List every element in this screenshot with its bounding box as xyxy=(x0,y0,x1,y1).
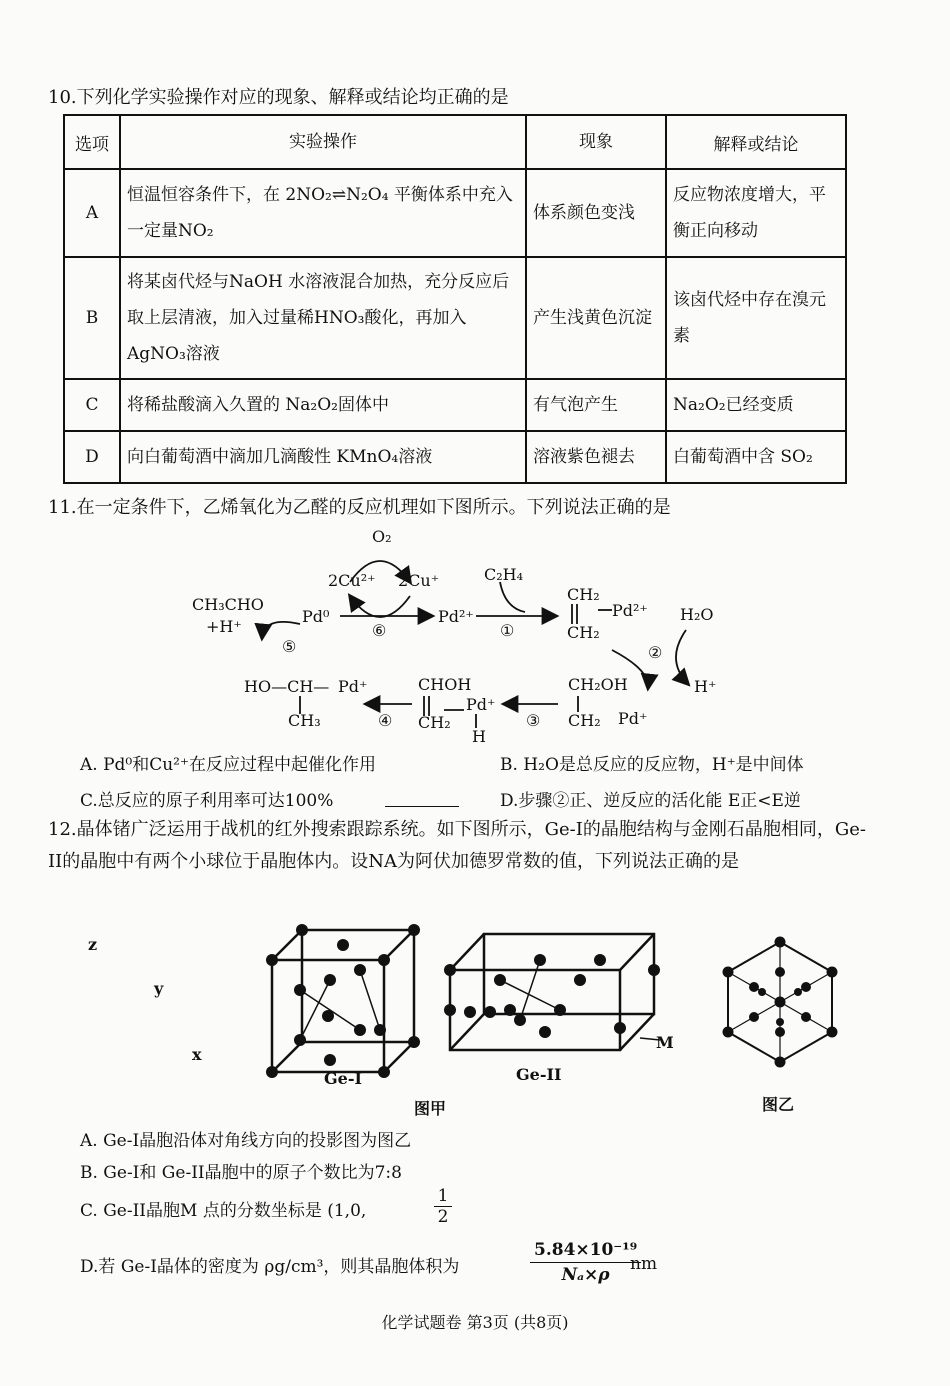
complex1-pd: Pd²⁺ xyxy=(612,601,648,620)
volume-numerator: 5.84×10⁻¹⁹ xyxy=(530,1238,641,1263)
q12-stem: 12.晶体锗广泛运用于战机的红外搜索跟踪系统。如下图所示，Ge-I的晶胞结构与金刚石晶胞相同，Ge-II的晶胞中有两个小球位于晶胞体内。设NA为阿伏加德罗常数的值，下列说法正确的是 xyxy=(48,819,866,872)
row-conclusion: Na₂O₂已经变质 xyxy=(666,379,846,431)
ch3cho-label: CH₃CHO xyxy=(192,595,264,614)
volume-fraction xyxy=(530,1238,641,1287)
row-conclusion: 该卤代烃中存在溴元素 xyxy=(666,257,846,379)
step-3: ③ xyxy=(526,711,541,730)
row-conclusion: 反应物浓度增大，平衡正向移动 xyxy=(666,169,846,257)
ge1-label: Ge-I xyxy=(324,1069,362,1088)
step-6: ⑥ xyxy=(372,621,387,640)
q12-option-b: B. Ge-I和 Ge-II晶胞中的原子个数比为7:8 xyxy=(80,1163,402,1183)
pdplus-3-label: Pd⁺ xyxy=(618,709,648,728)
pd2-label: Pd²⁺ xyxy=(438,607,474,626)
row-operation: 将稀盐酸滴入久置的 Na₂O₂固体中 xyxy=(120,379,526,431)
q11-option-b: B. H₂O是总反应的反应物，H⁺是中间体 xyxy=(500,755,804,775)
complex1-bottom: CH₂ xyxy=(567,623,600,642)
complex1-top: CH₂ xyxy=(567,585,600,604)
hplus-product-label: +H⁺ xyxy=(206,617,242,636)
figure-b-caption: 图乙 xyxy=(762,1095,795,1114)
table-row xyxy=(64,169,846,257)
volume-unit: nm xyxy=(630,1254,658,1274)
q10-stem: 10.下列化学实验操作对应的现象、解释或结论均正确的是 xyxy=(48,87,509,108)
row-operation: 恒温恒容条件下，在 2NO₂⇌N₂O₄ 平衡体系中充入一定量NO₂ xyxy=(120,169,526,257)
c2h4-label: C₂H₄ xyxy=(484,565,524,584)
row-phenomenon: 产生浅黄色沉淀 xyxy=(526,257,666,379)
step-5: ⑤ xyxy=(282,637,297,656)
header-phenomenon: 现象 xyxy=(526,115,666,169)
ge2-unit-cell xyxy=(450,934,660,1050)
ge1-unit-cell xyxy=(272,930,414,1072)
figure-a-caption: 图甲 xyxy=(414,1099,447,1118)
row-conclusion: 白葡萄酒中含 SO₂ xyxy=(666,431,846,483)
q10-table xyxy=(63,114,847,484)
table-row xyxy=(64,379,846,431)
m-point-label: M xyxy=(656,1033,674,1052)
cu2-label: 2Cu²⁺ xyxy=(328,571,376,590)
cu1-label: 2Cu⁺ xyxy=(398,571,440,590)
pd0-label: Pd⁰ xyxy=(302,607,330,626)
crystal-structure-figures xyxy=(0,920,950,1120)
q11-option-a: A. Pd⁰和Cu²⁺在反应过程中起催化作用 xyxy=(80,755,376,775)
o2-label: O₂ xyxy=(372,527,392,546)
reaction-mechanism-diagram xyxy=(0,520,950,750)
ch3-label: CH₃ xyxy=(288,711,321,730)
header-option: 选项 xyxy=(64,115,120,169)
underline-mark xyxy=(385,806,459,807)
q12-option-a: A. Ge-I晶胞沿体对角线方向的投影图为图乙 xyxy=(80,1131,412,1151)
row-phenomenon: 溶液紫色褪去 xyxy=(526,431,666,483)
header-operation: 实验操作 xyxy=(120,115,526,169)
ch2oh-label: CH₂OH xyxy=(568,675,628,694)
hplus-out-label: H⁺ xyxy=(694,677,717,696)
pdplus-5-label: Pd⁺ xyxy=(338,677,368,696)
row-option: C xyxy=(64,379,120,431)
row-option: A xyxy=(64,169,120,257)
axis-y-label: y xyxy=(154,979,164,998)
fraction-half xyxy=(434,1186,452,1227)
q11-option-c: C.总反应的原子利用率可达100% xyxy=(80,791,334,811)
row-operation: 向白葡萄酒中滴加几滴酸性 KMnO₄溶液 xyxy=(120,431,526,483)
row-phenomenon: 体系颜色变浅 xyxy=(526,169,666,257)
pdplus-4-label: Pd⁺ xyxy=(466,695,496,714)
volume-denominator: Nₐ×ρ xyxy=(561,1265,610,1285)
ch2-pd-label: CH₂ xyxy=(568,711,601,730)
h-label: H xyxy=(472,727,486,746)
q11-option-d: D.步骤②正、逆反应的活化能 E正<E逆 xyxy=(500,791,801,811)
header-conclusion: 解释或结论 xyxy=(666,115,846,169)
q12-option-d: D.若 Ge-I晶体的密度为 ρg/cm³，则其晶胞体积为 xyxy=(80,1257,460,1277)
q12-option-c: C. Ge-II晶胞M 点的分数坐标是 (1,0, xyxy=(80,1201,367,1221)
step-4: ④ xyxy=(378,711,393,730)
row-phenomenon: 有气泡产生 xyxy=(526,379,666,431)
row-operation: 将某卤代烃与NaOH 水溶液混合加热，充分反应后取上层清液，加入过量稀HNO₃酸化，再加入 AgNO₃溶液 xyxy=(120,257,526,379)
q11-stem: 11.在一定条件下，乙烯氧化为乙醛的反应机理如下图所示。下列说法正确的是 xyxy=(48,497,671,518)
page-footer: 化学试题卷 第3页 (共8页) xyxy=(381,1313,569,1332)
row-option: B xyxy=(64,257,120,379)
ge2-label: Ge-II xyxy=(516,1065,562,1084)
table-row xyxy=(64,257,846,379)
table-row xyxy=(64,431,846,483)
h2o-label: H₂O xyxy=(680,605,714,624)
step-1: ① xyxy=(500,621,515,640)
ch2-4-label: CH₂ xyxy=(418,713,451,732)
step-2: ② xyxy=(648,643,663,662)
row-option: D xyxy=(64,431,120,483)
choh-label: CHOH xyxy=(418,675,472,694)
axis-z-label: z xyxy=(88,935,98,954)
axis-x-label: x xyxy=(192,1045,202,1064)
ho-ch-label: HO—CH— xyxy=(244,677,330,696)
table-header-row xyxy=(64,115,846,169)
fraction-numerator: 1 xyxy=(434,1186,452,1207)
fraction-denominator: 2 xyxy=(437,1207,449,1227)
